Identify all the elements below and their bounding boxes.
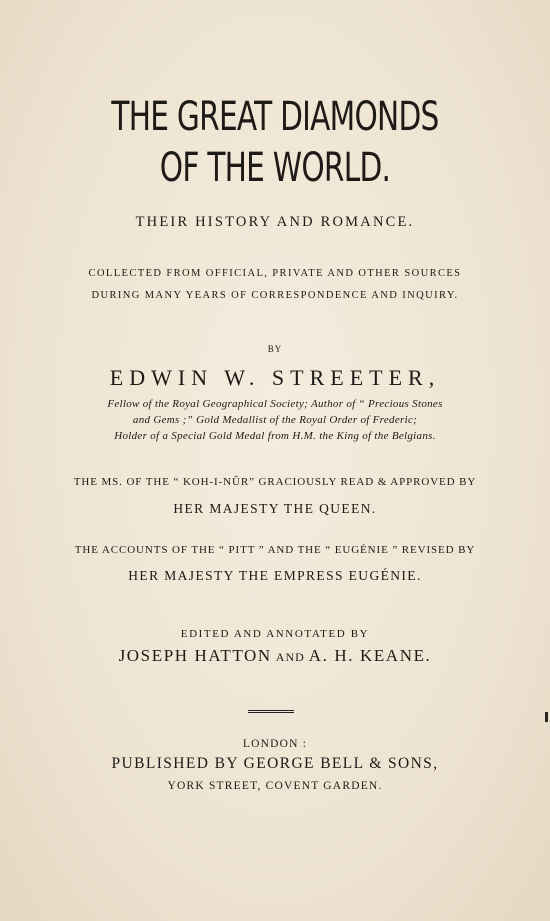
publisher-line: PUBLISHED BY GEORGE BELL & SONS, (111, 755, 439, 772)
editor-1: JOSEPH HATTON (118, 646, 272, 665)
publication-city: LONDON : (242, 738, 308, 750)
by-label: BY (267, 344, 283, 354)
margin-mark (545, 712, 548, 722)
author-credentials-line-1: Fellow of the Royal Geographical Society; Author of “ Precious Stones (107, 398, 443, 410)
editors-line (0, 646, 550, 666)
book-title-line-2: OF THE WORLD. (159, 145, 391, 191)
edited-annotated-line: EDITED AND ANNOTATED BY (180, 628, 370, 640)
author-name: EDWIN W. STREETER, (109, 365, 441, 390)
book-title-line-1: THE GREAT DIAMONDS (111, 94, 439, 140)
author-credentials-line-3: Holder of a Special Gold Medal from H.M. the King of the Belgians. (114, 430, 436, 442)
book-subtitle: THEIR HISTORY AND ROMANCE. (135, 214, 415, 230)
divider-rule (248, 710, 294, 713)
editor-2: A. H. KEANE. (308, 646, 432, 665)
collected-line-2: DURING MANY YEARS OF CORRESPONDENCE AND INQUIRY. (91, 290, 459, 301)
empress-line: HER MAJESTY THE EMPRESS EUGÉNIE. (128, 568, 422, 583)
and-word: AND (275, 650, 305, 664)
author-credentials-line-2: and Gems ;” Gold Medallist of the Royal Order of Frederic; (132, 414, 418, 426)
queen-line: HER MAJESTY THE QUEEN. (173, 501, 377, 516)
accounts-revised-line: THE ACCOUNTS OF THE “ PITT ” AND THE “ EUGÉNIE ” REVISED BY (74, 544, 476, 556)
koh-i-noor-approval-line: THE MS. OF THE “ KOH-I-NÛR” GRACIOUSLY READ & APPROVED BY (73, 476, 477, 488)
publisher-address: YORK STREET, COVENT GARDEN. (167, 780, 383, 792)
collected-line-1: COLLECTED FROM OFFICIAL, PRIVATE AND OTHER SOURCES (88, 268, 462, 279)
